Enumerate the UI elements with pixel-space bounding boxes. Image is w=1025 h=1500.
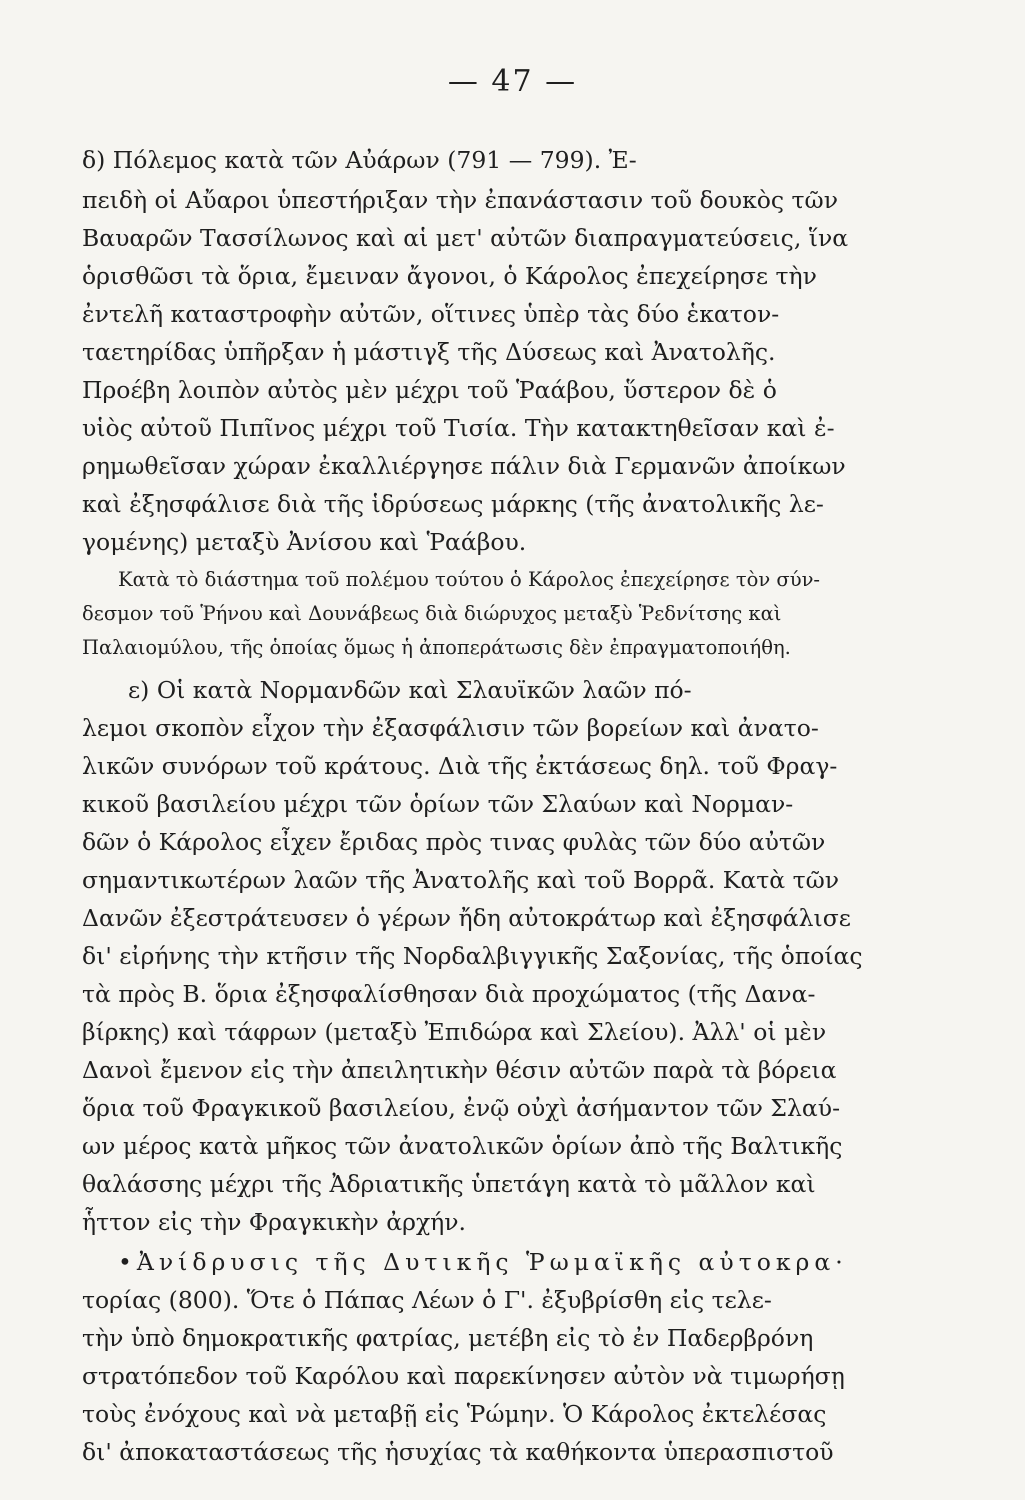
- text-line: τὰ πρὸς Β. ὅρια ἐξησφαλίσθησαν διὰ προχώματος (τῆς Δανα-: [82, 980, 816, 1008]
- text-line: ὅρια τοῦ Φραγκικοῦ βασιλείου, ἐνῷ οὐχὶ ἀσήμαντον τῶν Σλαύ-: [82, 1094, 841, 1122]
- text-line: ε) Οἱ κατὰ Νορμανδῶν καὶ Σλαυϊκῶν λαῶν πό-: [128, 676, 692, 704]
- text-line: τοὺς ἐνόχους καὶ νὰ μεταβῇ εἰς Ῥώμην. Ὁ Κάρολος ἐκτελέσας: [82, 1400, 827, 1428]
- text-line: τὴν ὑπὸ δημοκρατικῆς φατρίας, μετέβη εἰς τὸ ἐν Παδερβρόνη: [82, 1324, 814, 1352]
- text-line: Δανῶν ἐξεστράτευσεν ὁ γέρων ἤδη αὐτοκράτωρ καὶ ἐξησφάλισε: [82, 904, 851, 932]
- text-line: σημαντικωτέρων λαῶν τῆς Ἀνατολῆς καὶ τοῦ Βορρᾶ. Κατὰ τῶν: [82, 866, 840, 894]
- text-line: λεμοι σκοπὸν εἶχον τὴν ἐξασφάλισιν τῶν βορείων καὶ ἀνατο-: [82, 714, 819, 742]
- text-line: ταετηρίδας ὑπῆρξαν ἡ μάστιγξ τῆς Δύσεως καὶ Ἀνατολῆς.: [82, 338, 776, 366]
- text-line: Παλαιομύλου, τῆς ὁποίας ὅμως ἡ ἀποπεράτωσις δὲν ἐπραγματοποιήθη.: [82, 636, 791, 659]
- text-line: Βαυαρῶν Τασσίλωνος καὶ αἱ μετ' αὐτῶν διαπραγματεύσεις, ἵνα: [82, 224, 849, 252]
- text-line: ἐντελῆ καταστροφὴν αὐτῶν, οἵτινες ὑπὲρ τὰς δύο ἑκατον-: [82, 300, 780, 328]
- text-line: Προέβη λοιπὸν αὐτὸς μὲν μέχρι τοῦ Ῥαάβου, ὕστερον δὲ ὁ: [82, 376, 777, 404]
- text-line: ἧττον εἰς τὴν Φραγκικὴν ἀρχήν.: [82, 1208, 467, 1236]
- text-line: τορίας (800). Ὅτε ὁ Πάπας Λέων ὁ Γ'. ἐξυβρίσθη εἰς τελε-: [82, 1286, 772, 1314]
- text-line: δῶν ὁ Κάρολος εἶχεν ἔριδας πρὸς τινας φυλὰς τῶν δύο αὐτῶν: [82, 828, 826, 856]
- text-line: ων μέρος κατὰ μῆκος τῶν ἀνατολικῶν ὁρίων ἀπὸ τῆς Βαλτικῆς: [82, 1132, 843, 1160]
- text-line: Δανοὶ ἔμενον εἰς τὴν ἀπειλητικὴν θέσιν αὐτῶν παρὰ τὰ βόρεια: [82, 1056, 837, 1084]
- text-line: πειδὴ οἱ Αὔαροι ὑπεστήριξαν τὴν ἐπανάστασιν τοῦ δουκὸς τῶν: [82, 186, 839, 214]
- text-line: •Ἀνίδρυσις τῆς Δυτικῆς Ῥωμαϊκῆς αὐτοκρα·: [118, 1248, 848, 1276]
- text-line: κικοῦ βασιλείου μέχρι τῶν ὁρίων τῶν Σλαύων καὶ Νορμαν-: [82, 790, 794, 818]
- text-line: δι' ἀποκαταστάσεως τῆς ἡσυχίας τὰ καθήκοντα ὑπερασπιστοῦ: [82, 1438, 834, 1466]
- text-line: δεσμον τοῦ Ῥήνου καὶ Δουνάβεως διὰ διώρυχος μεταξὺ Ῥεδνίτσης καὶ: [82, 602, 782, 625]
- text-line: δ) Πόλεμος κατὰ τῶν Αὐάρων (791 — 799). Ἐ-: [82, 146, 637, 174]
- text-line: καὶ ἐξησφάλισε διὰ τῆς ἱδρύσεως μάρκης (τῆς ἀνατολικῆς λε-: [82, 490, 824, 518]
- text-line: ὁρισθῶσι τὰ ὅρια, ἔμειναν ἄγονοι, ὁ Κάρολος ἐπεχείρησε τὴν: [82, 262, 817, 290]
- text-line: γομένης) μεταξὺ Ἀνίσου καὶ Ῥαάβου.: [82, 528, 527, 556]
- text-line: ρημωθεῖσαν χώραν ἐκαλλιέργησε πάλιν διὰ Γερμανῶν ἀποίκων: [82, 452, 846, 480]
- text-line: Κατὰ τὸ διάστημα τοῦ πολέμου τούτου ὁ Κάρολος ἐπεχείρησε τὸν σύν-: [118, 568, 821, 591]
- text-line: δι' εἰρήνης τὴν κτῆσιν τῆς Νορδαλβιγγικῆς Σαξονίας, τῆς ὁποίας: [82, 942, 863, 970]
- text-line: υἱὸς αὐτοῦ Πιπῖνος μέχρι τοῦ Τισία. Τὴν κατακτηθεῖσαν καὶ ἐ-: [82, 414, 835, 442]
- text-line: λικῶν συνόρων τοῦ κράτους. Διὰ τῆς ἐκτάσεως δηλ. τοῦ Φραγ-: [82, 752, 838, 780]
- text-line: βίρκης) καὶ τάφρων (μεταξὺ Ἐπιδώρα καὶ Σλείου). Ἀλλ' οἱ μὲν: [82, 1018, 827, 1046]
- text-line: θαλάσσης μέχρι τῆς Ἀδριατικῆς ὑπετάγη κατὰ τὸ μᾶλλον καὶ: [82, 1170, 816, 1198]
- page-number: — 47 —: [447, 64, 578, 99]
- text-line: στρατόπεδον τοῦ Καρόλου καὶ παρεκίνησεν αὐτὸν νὰ τιμωρήσῃ: [82, 1362, 845, 1390]
